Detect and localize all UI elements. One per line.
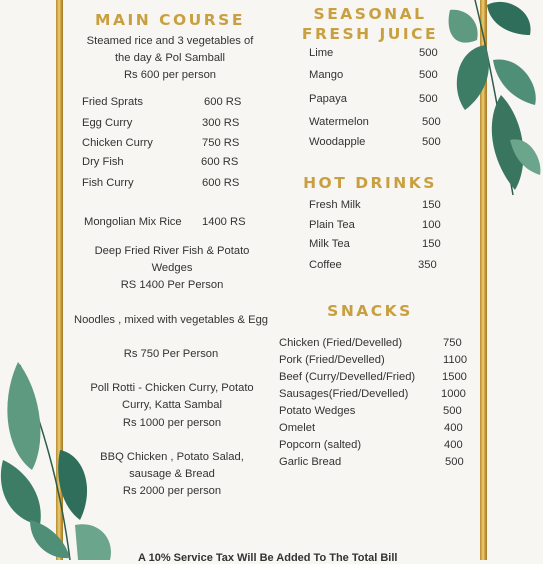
item-name: Omelet xyxy=(279,422,316,434)
juice-item xyxy=(309,93,438,105)
snack-item xyxy=(279,405,462,417)
item-name: Milk Tea xyxy=(309,238,350,250)
item-name: Popcorn (salted) xyxy=(279,439,362,451)
drink-item xyxy=(309,259,437,271)
menu-item xyxy=(82,117,240,129)
item-name: Fried Sprats xyxy=(82,96,143,108)
special-item-name: Deep Fried River Fish & Potato Wedges xyxy=(94,245,250,274)
service-tax-note: A 10% Service Tax Will Be Added To The Total Bill xyxy=(138,552,398,564)
item-price: 150 xyxy=(422,199,441,211)
item-price: 300 RS xyxy=(202,117,240,129)
special-item-name: Noodles , mixed with vegetables & Egg xyxy=(73,314,269,326)
item-price: 1100 xyxy=(443,354,468,366)
item-price: 750 xyxy=(443,337,462,349)
drink-item xyxy=(309,219,441,231)
item-price: 400 xyxy=(444,439,463,451)
snack-item xyxy=(279,371,467,383)
juice-item xyxy=(309,136,441,148)
set-menu-price: Rs 600 per person xyxy=(123,69,217,81)
item-price: 350 xyxy=(418,259,437,271)
item-name: Papaya xyxy=(309,93,347,105)
set-menu-description: Steamed rice and 3 vegetables of the day & Pol Samball xyxy=(86,35,254,64)
special-item-price: Rs 1000 per person xyxy=(122,417,222,429)
item-price: 150 xyxy=(422,238,441,250)
item-price: 600 RS xyxy=(201,156,239,168)
juice-item xyxy=(309,47,438,59)
item-name: Fish Curry xyxy=(82,177,134,189)
item-name: Garlic Bread xyxy=(279,456,342,468)
menu-item xyxy=(82,177,240,189)
snack-item xyxy=(279,456,464,468)
menu-item xyxy=(82,156,239,168)
item-price: 1000 xyxy=(441,388,466,400)
snacks-heading: SNACKS xyxy=(327,302,413,320)
snack-item xyxy=(279,439,463,451)
special-item-price: RS 1400 Per Person xyxy=(120,279,224,291)
menu-item xyxy=(82,137,240,149)
item-name: Mango xyxy=(309,69,344,81)
snack-item xyxy=(279,388,466,400)
menu-item-mongolian xyxy=(84,216,246,228)
item-name: Plain Tea xyxy=(309,219,355,231)
menu-item xyxy=(82,96,242,108)
item-price: 500 xyxy=(422,116,441,128)
item-price: 500 xyxy=(422,136,441,148)
item-price: 600 RS xyxy=(204,96,242,108)
item-price: 1500 xyxy=(442,371,467,383)
juice-item xyxy=(309,116,441,128)
juice-item xyxy=(309,69,438,81)
hot-drinks-heading: HOT DRINKS xyxy=(303,174,437,192)
special-item-price: Rs 750 Per Person xyxy=(123,348,219,360)
item-name: Chicken (Fried/Develled) xyxy=(279,337,403,349)
item-name: Potato Wedges xyxy=(279,405,356,417)
item-price: 750 RS xyxy=(202,137,240,149)
item-name: Fresh Milk xyxy=(309,199,361,211)
item-price: 600 RS xyxy=(202,177,240,189)
item-price: 100 xyxy=(422,219,441,231)
seasonal-juice-heading-line2: FRESH JUICE xyxy=(301,25,439,43)
item-price: 400 xyxy=(444,422,463,434)
special-item-name: BBQ Chicken , Potato Salad, sausage & Bread xyxy=(100,451,244,480)
item-name: Lime xyxy=(309,47,334,59)
item-name: Sausages(Fried/Develled) xyxy=(279,388,409,400)
item-price: 500 xyxy=(419,47,438,59)
snack-item xyxy=(279,422,463,434)
snack-item xyxy=(279,337,462,349)
item-name: Chicken Curry xyxy=(82,137,153,149)
item-price: 500 xyxy=(419,69,438,81)
item-name: Dry Fish xyxy=(82,156,124,168)
leaf-decoration-top-right xyxy=(435,0,543,200)
seasonal-juice-heading-line1: SEASONAL xyxy=(313,5,427,23)
snack-item xyxy=(279,354,468,366)
item-name: Egg Curry xyxy=(82,117,133,129)
item-price: 500 xyxy=(445,456,464,468)
drink-item xyxy=(309,199,441,211)
special-item-price: Rs 2000 per person xyxy=(122,485,222,497)
main-course-heading: MAIN COURSE xyxy=(95,11,245,29)
item-name: Watermelon xyxy=(309,116,369,128)
drink-item xyxy=(309,238,441,250)
item-name: Mongolian Mix Rice xyxy=(84,216,182,228)
item-name: Coffee xyxy=(309,259,342,271)
item-name: Beef (Curry/Develled/Fried) xyxy=(279,371,416,383)
item-name: Woodapple xyxy=(309,136,366,148)
item-price: 500 xyxy=(443,405,462,417)
item-price: 500 xyxy=(419,93,438,105)
item-price: 1400 RS xyxy=(202,216,246,228)
item-name: Pork (Fried/Develled) xyxy=(279,354,385,366)
special-item-name: Poll Rotti - Chicken Curry, Potato Curry, Katta Sambal xyxy=(90,382,254,411)
